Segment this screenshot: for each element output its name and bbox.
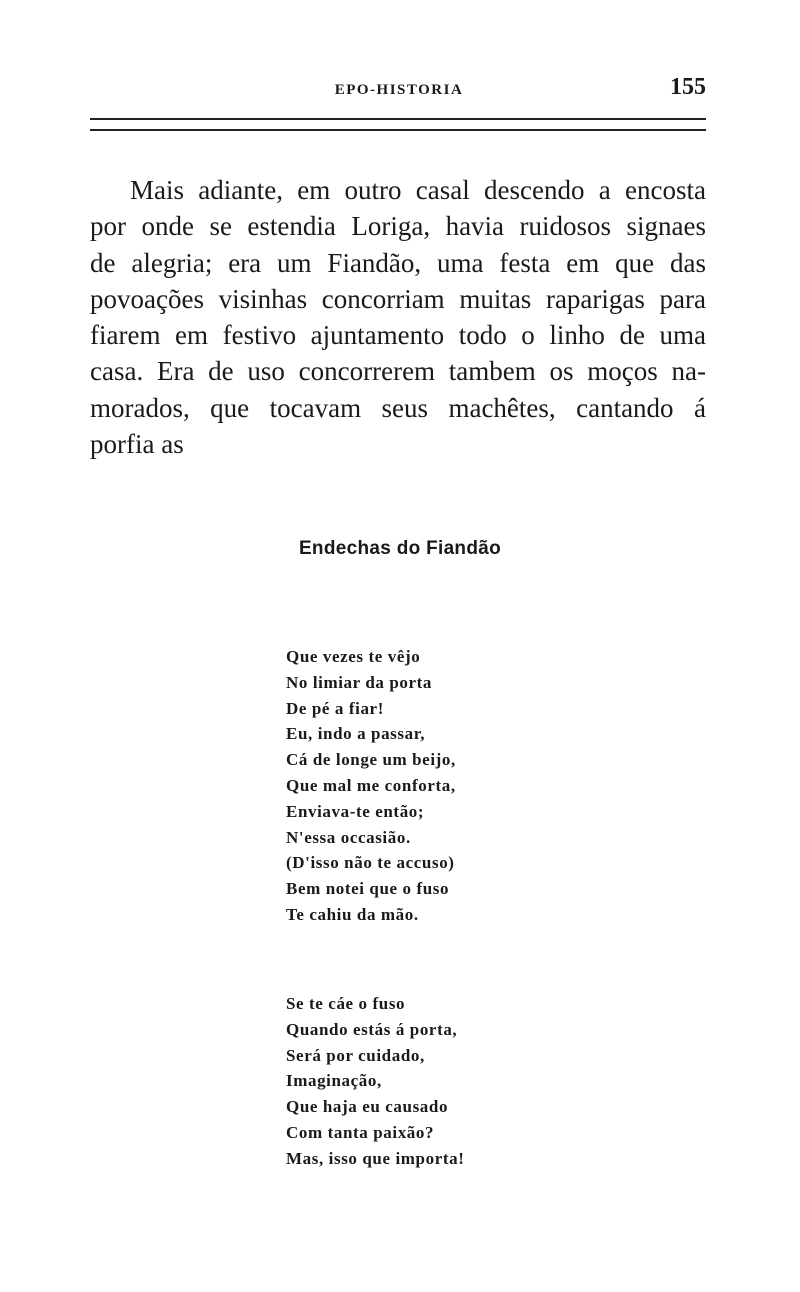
header-rule-top <box>90 118 706 120</box>
paragraph-line: Mais adiante, em outro casal descendo a encosta <box>130 175 706 205</box>
paragraph-line: povoações visinhas concorriam muitas raparigas para <box>90 283 706 314</box>
page-number: 155 <box>670 74 706 100</box>
verse-line: Enviava-te então; <box>286 801 425 821</box>
verse-line: Imaginação, <box>286 1071 382 1091</box>
poem-title: Endechas do Fiandão <box>298 538 502 559</box>
verse-line: Que mal me conforta, <box>286 775 456 795</box>
verse-line: De pé a fiar! <box>286 698 384 718</box>
running-title: EPO-HISTORIA <box>334 82 464 98</box>
verse-line: Que vezes te vêjo <box>286 647 421 666</box>
paragraph-line: de alegria; era um Fiandão, uma festa em que das <box>90 247 706 278</box>
verse-line: Que haja eu causado <box>286 1097 449 1117</box>
verse-line: Eu, indo a passar, <box>286 724 426 744</box>
verse-line: Mas, isso que importa! <box>286 1148 465 1168</box>
verse-line: Será por cuidado, <box>286 1045 425 1065</box>
verse-line: Bem notei que o fuso <box>286 879 450 899</box>
verse-line: Quando estás á porta, <box>286 1019 458 1039</box>
paragraph-line: casa. Era de uso concorrerem tambem os moços na- <box>90 356 706 387</box>
verse-line: No limiar da porta <box>286 672 433 692</box>
prose-paragraph <box>90 172 706 462</box>
stanza-2 <box>286 991 586 1172</box>
paragraph-line: morados, que tocavam seus machêtes, cantando á <box>90 392 706 423</box>
stanza-1 <box>286 644 586 928</box>
header-rule-bottom <box>90 129 706 131</box>
paragraph-line: fiarem em festivo ajuntamento todo o linho de uma <box>90 320 706 351</box>
verse-line: (D'isso não te accuso) <box>286 853 455 873</box>
verse-line: Se te cáe o fuso <box>286 994 406 1013</box>
verse-line: Com tanta paixão? <box>286 1122 435 1142</box>
paragraph-line: porfia as <box>90 429 184 460</box>
verse-line: Cá de longe um beijo, <box>286 750 456 770</box>
verse-line: N'essa occasião. <box>286 827 411 847</box>
running-header <box>90 74 708 102</box>
verse-line: Te cahiu da mão. <box>286 904 419 924</box>
paragraph-line: por onde se estendia Loriga, havia ruidosos signaes <box>90 211 706 242</box>
